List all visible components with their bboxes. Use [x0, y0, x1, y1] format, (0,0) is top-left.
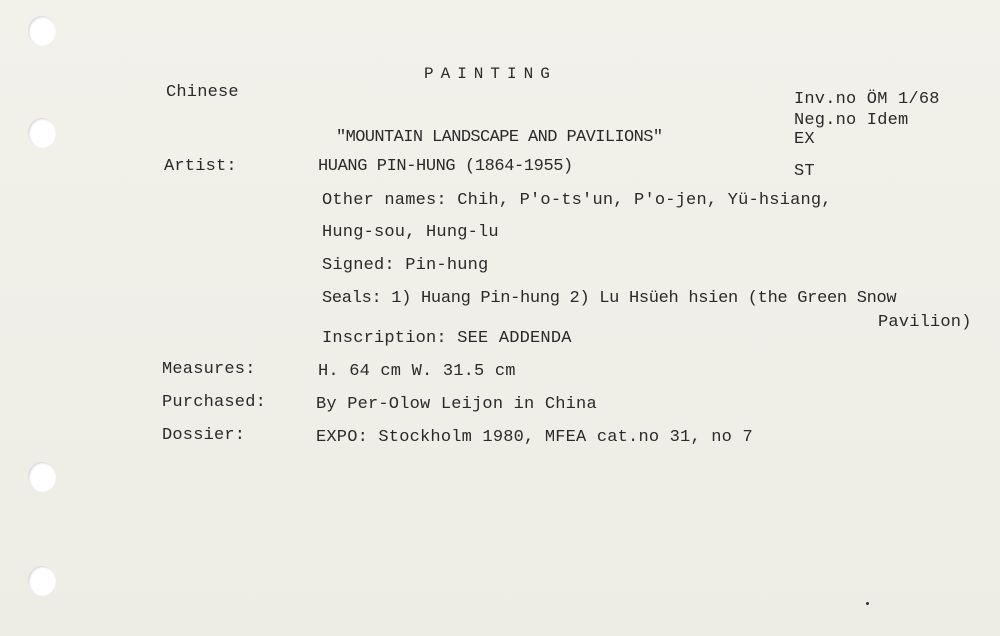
- card-heading: PAINTING: [424, 65, 557, 83]
- code-ex: EX: [794, 130, 815, 149]
- painting-title: "MOUNTAIN LANDSCAPE AND PAVILIONS": [336, 128, 663, 147]
- purchased-label: Purchased:: [162, 393, 267, 412]
- signed-line: Signed: Pin-hung: [322, 256, 489, 275]
- other-names-line-2: Hung-sou, Hung-lu: [322, 223, 499, 242]
- other-names-line-1: Other names: Chih, P'o-ts'un, P'o-jen, Yü-hsiang,: [322, 191, 832, 210]
- artist-value: HUANG PIN-HUNG (1864-1955): [318, 157, 573, 176]
- artist-label: Artist:: [164, 157, 237, 176]
- dossier-label: Dossier:: [162, 426, 246, 445]
- origin-label: Chinese: [166, 83, 239, 102]
- purchased-value: By Per-Olow Leijon in China: [316, 395, 597, 414]
- seals-line-1: Seals: 1) Huang Pin-hung 2) Lu Hsüeh hsien (the Green Snow: [322, 289, 897, 308]
- measures-label: Measures:: [162, 360, 256, 379]
- negative-number: Neg.no Idem: [794, 111, 909, 130]
- ink-speck: [866, 602, 869, 605]
- dossier-value: EXPO: Stockholm 1980, MFEA cat.no 31, no 7: [316, 428, 753, 447]
- inscription-line: Inscription: SEE ADDENDA: [322, 329, 572, 348]
- seals-line-2: Pavilion): [878, 313, 972, 332]
- punch-hole: [28, 566, 56, 596]
- punch-hole: [28, 462, 56, 492]
- inventory-number: Inv.no ÖM 1/68: [794, 90, 940, 109]
- punch-hole: [28, 16, 56, 46]
- code-st: ST: [794, 162, 815, 181]
- punch-hole: [28, 118, 56, 148]
- measures-value: H. 64 cm W. 31.5 cm: [318, 362, 516, 381]
